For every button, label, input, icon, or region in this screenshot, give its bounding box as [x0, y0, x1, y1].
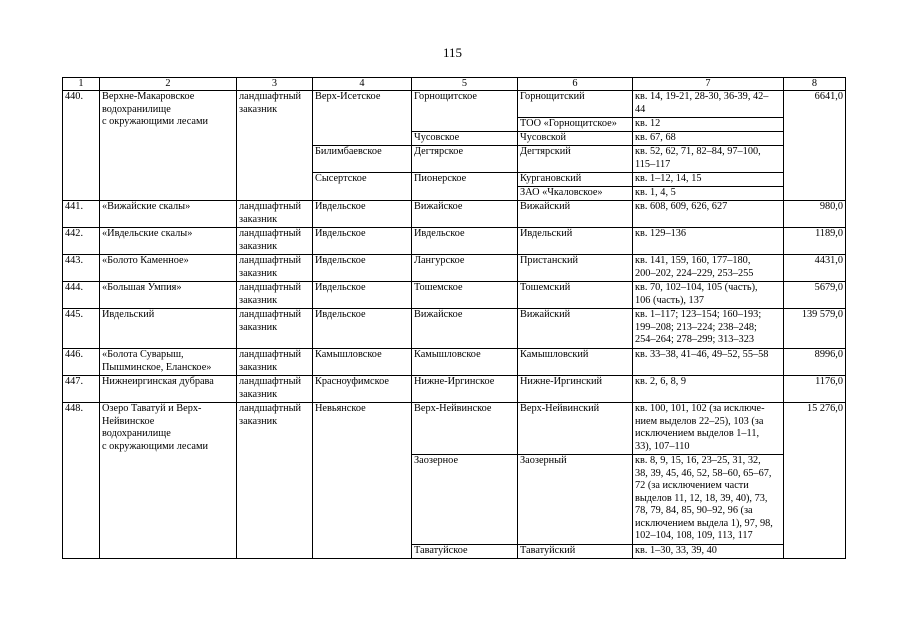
row-number: 443. [63, 255, 100, 282]
quarters: кв. 1–30, 33, 39, 40 [633, 545, 784, 559]
subdistrict: Чусовской [518, 132, 633, 146]
subdistrict: Кургановский [518, 173, 633, 187]
subdistrict: ЗАО «Чкаловское» [518, 187, 633, 201]
area-category: ландшафтный заказник [237, 201, 313, 228]
district-forestry: Вижайское [412, 309, 518, 349]
district-forestry: Пионерское [412, 173, 518, 201]
column-header: 3 [237, 78, 313, 91]
forestry: Камышловское [313, 349, 412, 376]
quarters: кв. 1–12, 14, 15 [633, 173, 784, 187]
column-header: 5 [412, 78, 518, 91]
area-name: «Ивдельские скалы» [100, 228, 237, 255]
quarters: кв. 14, 19-21, 28-30, 36-39, 42– 44 [633, 91, 784, 118]
district-forestry: Ивдельское [412, 228, 518, 255]
forestry: Ивдельское [313, 282, 412, 309]
table-row [63, 349, 846, 376]
area-category: ландшафтный заказник [237, 376, 313, 403]
page-number: 115 [442, 45, 463, 60]
column-header: 2 [100, 78, 237, 91]
forestry: Верх-Исетское [313, 91, 412, 146]
forestry: Невьянское [313, 403, 412, 559]
row-number: 444. [63, 282, 100, 309]
area-category: ландшафтный заказник [237, 228, 313, 255]
subdistrict: Пристанский [518, 255, 633, 282]
row-number: 446. [63, 349, 100, 376]
quarters: кв. 100, 101, 102 (за исключе- нием выделов 22–25), 103 (за исключением выделов 1–11, 33), 107–110 [633, 403, 784, 455]
quarters: кв. 8, 9, 15, 16, 23–25, 31, 32, 38, 39, 45, 46, 52, 58–60, 65–67, 72 (за исключением части выделов 11, 12, 18, 39, 40), 73, 78, 79, 84, 85, 90–92, 96 (за исключением выдела 1), 97, 98, 102–104, 108, 109, 113, 117 [633, 455, 784, 545]
table-row [63, 376, 846, 403]
table-row [63, 309, 846, 349]
quarters: кв. 12 [633, 118, 784, 132]
district-forestry: Верх-Нейвинское [412, 403, 518, 455]
quarters: кв. 33–38, 41–46, 49–52, 55–58 [633, 349, 784, 376]
district-forestry: Заозерное [412, 455, 518, 545]
table-row [63, 91, 846, 118]
quarters: кв. 141, 159, 160, 177–180, 200–202, 224–229, 253–255 [633, 255, 784, 282]
subdistrict: Горнощитский [518, 91, 633, 118]
area-name: Нижнеиргинская дубрава [100, 376, 237, 403]
subdistrict: Дегтярский [518, 146, 633, 173]
area-hectares: 15 276,0 [784, 403, 846, 559]
row-number: 440. [63, 91, 100, 201]
district-forestry: Тошемское [412, 282, 518, 309]
row-number: 442. [63, 228, 100, 255]
table-row [63, 403, 846, 455]
table-row [63, 201, 846, 228]
subdistrict: Верх-Нейвинский [518, 403, 633, 455]
column-header: 7 [633, 78, 784, 91]
quarters: кв. 67, 68 [633, 132, 784, 146]
table-row [63, 228, 846, 255]
district-forestry: Таватуйское [412, 545, 518, 559]
column-header: 1 [63, 78, 100, 91]
subdistrict: Ивдельский [518, 228, 633, 255]
area-name: Ивдельский [100, 309, 237, 349]
quarters: кв. 608, 609, 626, 627 [633, 201, 784, 228]
area-name: Озеро Таватуй и Верх- Нейвинское водохранилище с окружающими лесами [100, 403, 237, 559]
district-forestry: Лангурское [412, 255, 518, 282]
quarters: кв. 1, 4, 5 [633, 187, 784, 201]
district-forestry: Чусовское [412, 132, 518, 146]
district-forestry: Нижне-Иргинское [412, 376, 518, 403]
area-hectares: 139 579,0 [784, 309, 846, 349]
forestry: Билимбаевское [313, 146, 412, 173]
subdistrict: Вижайский [518, 201, 633, 228]
area-category: ландшафтный заказник [237, 255, 313, 282]
area-category: ландшафтный заказник [237, 403, 313, 559]
column-header: 6 [518, 78, 633, 91]
area-category: ландшафтный заказник [237, 349, 313, 376]
forestry: Ивдельское [313, 201, 412, 228]
district-forestry: Дегтярское [412, 146, 518, 173]
subdistrict: ТОО «Горнощитское» [518, 118, 633, 132]
table-row [63, 255, 846, 282]
forestry: Сысертское [313, 173, 412, 201]
forestry: Ивдельское [313, 309, 412, 349]
area-hectares: 6641,0 [784, 91, 846, 201]
subdistrict: Вижайский [518, 309, 633, 349]
column-header-row [63, 78, 846, 91]
area-category: ландшафтный заказник [237, 309, 313, 349]
area-hectares: 4431,0 [784, 255, 846, 282]
area-name: «Большая Умпия» [100, 282, 237, 309]
area-hectares: 8996,0 [784, 349, 846, 376]
area-name: «Вижайские скалы» [100, 201, 237, 228]
area-hectares: 5679,0 [784, 282, 846, 309]
quarters: кв. 52, 62, 71, 82–84, 97–100, 115–117 [633, 146, 784, 173]
area-name: «Болота Суварыш, Пышминское, Еланское» [100, 349, 237, 376]
district-forestry: Камышловское [412, 349, 518, 376]
column-header: 4 [313, 78, 412, 91]
subdistrict: Таватуйский [518, 545, 633, 559]
subdistrict: Камышловский [518, 349, 633, 376]
area-hectares: 980,0 [784, 201, 846, 228]
quarters: кв. 2, 6, 8, 9 [633, 376, 784, 403]
forestry: Красноуфимское [313, 376, 412, 403]
subdistrict: Тошемский [518, 282, 633, 309]
area-name: Верхне-Макаровское водохранилище с окружающими лесами [100, 91, 237, 201]
subdistrict: Нижне-Иргинский [518, 376, 633, 403]
row-number: 447. [63, 376, 100, 403]
forestry: Ивдельское [313, 228, 412, 255]
row-number: 448. [63, 403, 100, 559]
quarters: кв. 70, 102–104, 105 (часть), 106 (часть), 137 [633, 282, 784, 309]
column-header: 8 [784, 78, 846, 91]
row-number: 445. [63, 309, 100, 349]
protected-areas-table [62, 77, 846, 559]
area-hectares: 1176,0 [784, 376, 846, 403]
subdistrict: Заозерный [518, 455, 633, 545]
row-number: 441. [63, 201, 100, 228]
area-hectares: 1189,0 [784, 228, 846, 255]
area-name: «Болото Каменное» [100, 255, 237, 282]
district-forestry: Вижайское [412, 201, 518, 228]
area-category: ландшафтный заказник [237, 282, 313, 309]
area-category: ландшафтный заказник [237, 91, 313, 201]
table-row [63, 282, 846, 309]
forestry: Ивдельское [313, 255, 412, 282]
quarters: кв. 1–117; 123–154; 160–193; 199–208; 213–224; 238–248; 254–264; 278–299; 313–323 [633, 309, 784, 349]
quarters: кв. 129–136 [633, 228, 784, 255]
district-forestry: Горнощитское [412, 91, 518, 132]
